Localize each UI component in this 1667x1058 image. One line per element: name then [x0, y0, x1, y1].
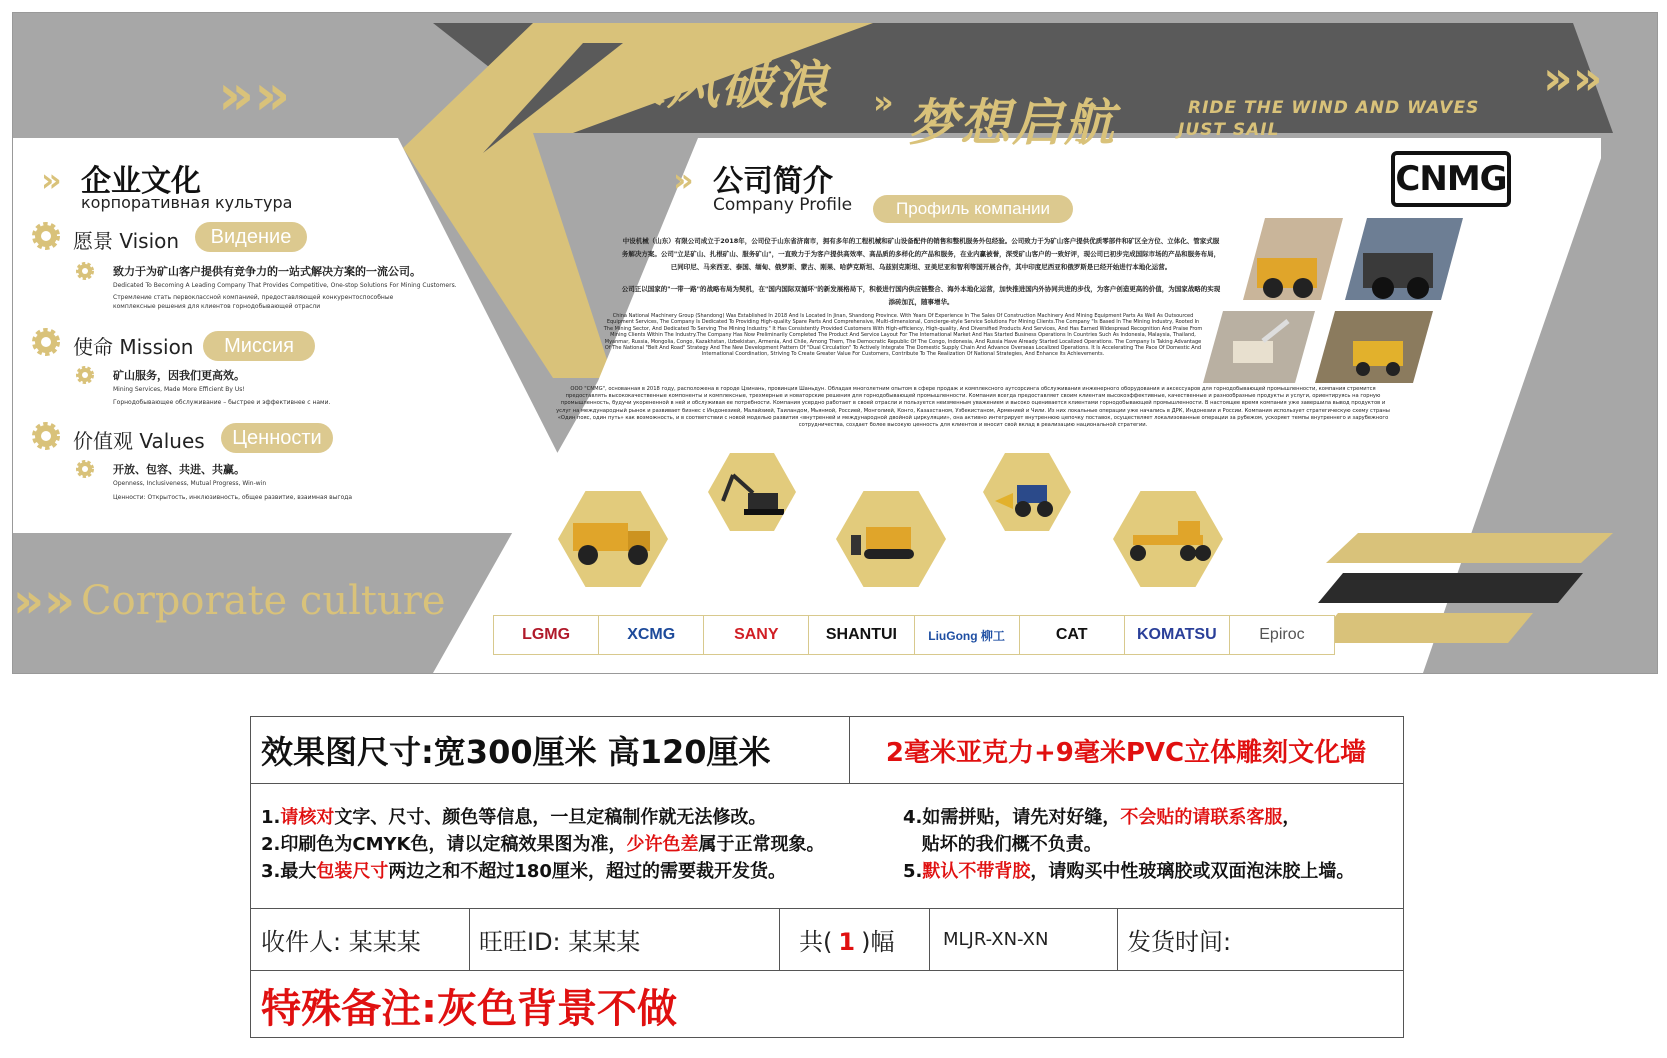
- culture-subtitle: корпоративная культура: [81, 193, 293, 212]
- section-chevron-icon: »: [41, 161, 62, 199]
- wangwang-field: 旺旺ID: 某某某: [479, 927, 641, 956]
- brand-sany-logo: SANY: [704, 616, 809, 654]
- chevron-decoration-icon: »»: [218, 63, 291, 128]
- mission-text-en: Mining Services, Made More Efficient By Us!: [113, 386, 245, 393]
- brand-shantui-logo: SHANTUI: [809, 616, 914, 654]
- gear-icon: [31, 327, 61, 357]
- profile-title: 公司简介: [713, 164, 833, 199]
- size-label: 效果图尺寸:宽300厘米 高120厘米: [261, 733, 771, 771]
- photo-mining-trucks: [1243, 218, 1463, 300]
- mission-text-cn: 矿山服务，因我们更高效。: [113, 369, 245, 382]
- profile-pill: Профиль компании: [873, 195, 1073, 223]
- brand-epiroc-logo: Epiroc: [1259, 626, 1305, 643]
- banner-english-line1: RIDE THE WIND AND WAVES: [1188, 98, 1480, 118]
- material-label: 2毫米亚克力+9毫米PVC立体雕刻文化墙: [885, 737, 1367, 768]
- culture-wall-artwork: [12, 12, 1658, 674]
- recipient-field: 收件人: 某某某: [261, 927, 421, 956]
- vision-pill: Видение: [195, 222, 307, 252]
- order-spec-table: [250, 716, 1404, 1038]
- values-label: 价值观 Values: [73, 429, 205, 453]
- chevron-decoration-icon: »»: [1543, 51, 1603, 105]
- spec-row-size: [251, 717, 1403, 784]
- profile-text-en: China National Machinery Group (Shandong) Was Established In 2018 And Is Located In Jinan, Shandong Province. With Years Of Experience In The Sales Of Construction Machinery And Mining Equipment Parts As Well As Outsourced Equipment Services, The Company Is Dedicated To Providing High-quality Spare Parts And Comprehensive, Multi-dimensional, Concierge-style Service Solutions For Mining Clients.The Company "Is Based In The Mining Industry, Rooted In The Mining Sector, And Dedicated To Serving The Mining Industry." It Has Consistently Provided Customers With High-efficiency, High-quality, And Diversified Products And Services, And Has Earned Widespread Recognition And Praise From Mining Clients Within The Industry.The Company Has Now Preliminarily Completed The Product And Service Layout For The International Market And Has Started Business Operations In Countries Such As Indonesia, Malaysia, Thailand, Myanmar, Russia, Mongolia, Congo, Kazakhstan, Uzbekistan, Armenia, And Chile, Among Them, The Democratic Republic Of The Congo, Indonesia, And Russia Have Already Started Localized Operations. The Company Is Taking Advantage Of The National "Belt And Road" Strategy And The New Development Pattern Of "Dual Circulation" To Actively Integrate The Domestic Supply Chain And Advance Overseas Localized Operations. It Is Accelerating The Pace Of Domestic And International Coordination, Striving To Create Greater Value For Customers, Contribute To The Realization Of National Strategies, And Enhance Its Achievements.: [603, 313, 1203, 358]
- chevron-small-icon: »: [873, 83, 894, 121]
- corner-caption: Corporate culture: [81, 578, 446, 624]
- culture-title: 企业文化: [81, 164, 201, 199]
- chevron-decoration-icon: »»: [13, 573, 76, 629]
- mission-text-ru: Горнодобывающее обслуживание – быстрее и эффективнее с нами.: [113, 399, 331, 406]
- profile-subtitle: Company Profile: [713, 195, 853, 215]
- banner-english-line2: JUST SAIL: [1178, 120, 1280, 140]
- gear-small-icon: [75, 459, 95, 479]
- profile-text-cn-1: 中设机械（山东）有限公司成立于2018年，公司位于山东省济南市，拥有多年的工程机械和矿山设备配件的销售和整机服务外包经验。公司致力于为矿山客户提供优质零部件和矿区全方位、立体化、管家式服务解决方案。公司"立足矿山、扎根矿山、服务矿山"，一直致力于为客户提供高效率、高品质的多样化的产品和服务，在业内赢被誉，深受矿山客户的一致好评，现公司已初步完成国际市场的产品和服务布局，已同印尼、马来西亚、泰国、缅甸、俄罗斯、蒙古、刚果、哈萨克斯坦、乌兹别克斯坦、亚美尼亚和智利等国开展合作，其中印度尼西亚和俄罗斯是已经开始进行本地化运营。: [621, 237, 1221, 271]
- note-3: 3.最大包装尺寸两边之和不超过180厘米，超过的需要裁开发货。: [261, 861, 786, 882]
- spec-row-notes: [251, 783, 1403, 909]
- note-2: 2.印刷色为CMYK色，请以定稿效果图为准，少许色差属于正常现象。: [261, 834, 825, 855]
- gear-small-icon: [75, 261, 95, 281]
- values-text-ru: Ценности: Открытость, инклюзивность, общее развитие, взаимная выгода: [113, 494, 353, 501]
- count-field: 共( 1 )幅: [799, 927, 895, 956]
- special-note: 特殊备注:灰色背景不做: [261, 986, 677, 1032]
- vision-text-en: Dedicated To Becoming A Leading Company That Provides Competitive, One-stop Solutions For Mining Customers.: [113, 282, 457, 289]
- gear-icon: [31, 421, 61, 451]
- photo-excavators: [1203, 311, 1433, 383]
- vision-text-ru: Стремление стать первоклассной компанией, предоставляющей конкурентоспособные комплексные решения для клиентов горнодобывающей отрасли: [113, 294, 394, 310]
- values-pill: Ценности: [221, 423, 333, 453]
- brand-liugong-logo: LiuGong 柳工: [915, 616, 1020, 654]
- brand-xcmg-logo: XCMG: [599, 616, 704, 654]
- note-1: 1.请核对文字、尺寸、颜色等信息，一旦定稿制作就无法修改。: [261, 807, 767, 828]
- vision-label: 愿景 Vision: [73, 229, 180, 253]
- gear-icon: [31, 221, 61, 251]
- spec-row-shipping: [251, 908, 1403, 971]
- product-code: MLJR-XN-XN: [943, 928, 1049, 950]
- vision-text-cn: 致力于为矿山客户提供有竞争力的一站式解决方案的一流公司。: [113, 265, 421, 278]
- values-text-cn: 开放、包容、共进、共赢。: [113, 463, 245, 476]
- banner-title-right: 梦想启航: [908, 94, 1116, 152]
- note-4: 4.如需拼贴，请先对好缝，不会贴的请联系客服，: [903, 807, 1301, 828]
- mission-label: 使命 Mission: [73, 335, 194, 359]
- brand-cat-logo: CAT: [1020, 616, 1125, 654]
- note-5: 5.默认不带背胶，请购买中性玻璃胶或双面泡沫胶上墙。: [903, 861, 1355, 882]
- brand-lgmg-logo: LGMG: [494, 616, 599, 654]
- mission-pill: Миссия: [203, 331, 315, 361]
- gear-small-icon: [75, 365, 95, 385]
- cnmg-logo: CNMG: [1391, 151, 1511, 207]
- profile-text-ru: ООО "CNMG", основанная в 2018 году, расположена в городе Цзинань, провинция Шаньдун. Обладая многолетним опытом в сфере продаж и комплексного аутсорсинга обслуживания инженерного оборудования и аксессуаров для горнодобывающей промышленности, компания стремится предоставлять высококачественные компоненты и комплексные, трехмерные и новаторские решения для горнодобывающей промышленности. Компания всегда предоставляет своим клиентам высокоэффективные, качественные и разнообразные продукты и услуги, ориентируясь на горную промышленность, будучи укорененной в ней и обслуживая ее потребности. Компания усердно работает в своей отрасли и пользуется неизменным уважением и высоко оценивается клиентами горнодобывающей промышленности. В настоящее время компания уже завершила вывод продуктов и услуг на международный рынок и развивает бизнес с Индонезией, Малайзией, Таиландом, Мьянмой, Россией, Монголией, Конго, Казахстаном, Узбекистаном, Арменией и Чили. Из них локальные операции уже начались в ДРК, Индонезии и России. Компания использует стратегическую схему страны «Один пояс, один путь» как возможность, и в соответствии с новой моделью развития «внутренней и международной двойной циркуляции», она активно интегрирует внутреннюю цепочку поставок, осуществляет локализованные операции за рубежом, ускоряет темпы внутреннего и зарубежного сотрудничества, создает более высокую ценность для клиентов и вносит свой вклад в реализацию национальной стратегии.: [556, 386, 1390, 429]
- section-chevron-icon: »: [673, 161, 694, 199]
- banner-title-left: 乘风破浪: [613, 56, 830, 116]
- ship-time-field: 发货时间:: [1127, 927, 1232, 956]
- profile-text-cn-2: 公司正以国家的"一带一路"的战略布局为契机，在"国内国际双循环"的新发展格局下，积极进行国内供应链整合、海外本地化运营，加快推进国内外协同共进的步伐，为客户创造更高的价值，为国家战略的实现添砖加瓦，随事增华。: [621, 285, 1221, 306]
- note-4-cont: 贴坏的我们概不负责。: [903, 834, 1102, 855]
- brand-logo-strip: [493, 615, 1335, 655]
- values-text-en: Openness, Inclusiveness, Mutual Progress, Win-win: [113, 480, 267, 487]
- brand-komatsu-logo: KOMATSU: [1125, 616, 1230, 654]
